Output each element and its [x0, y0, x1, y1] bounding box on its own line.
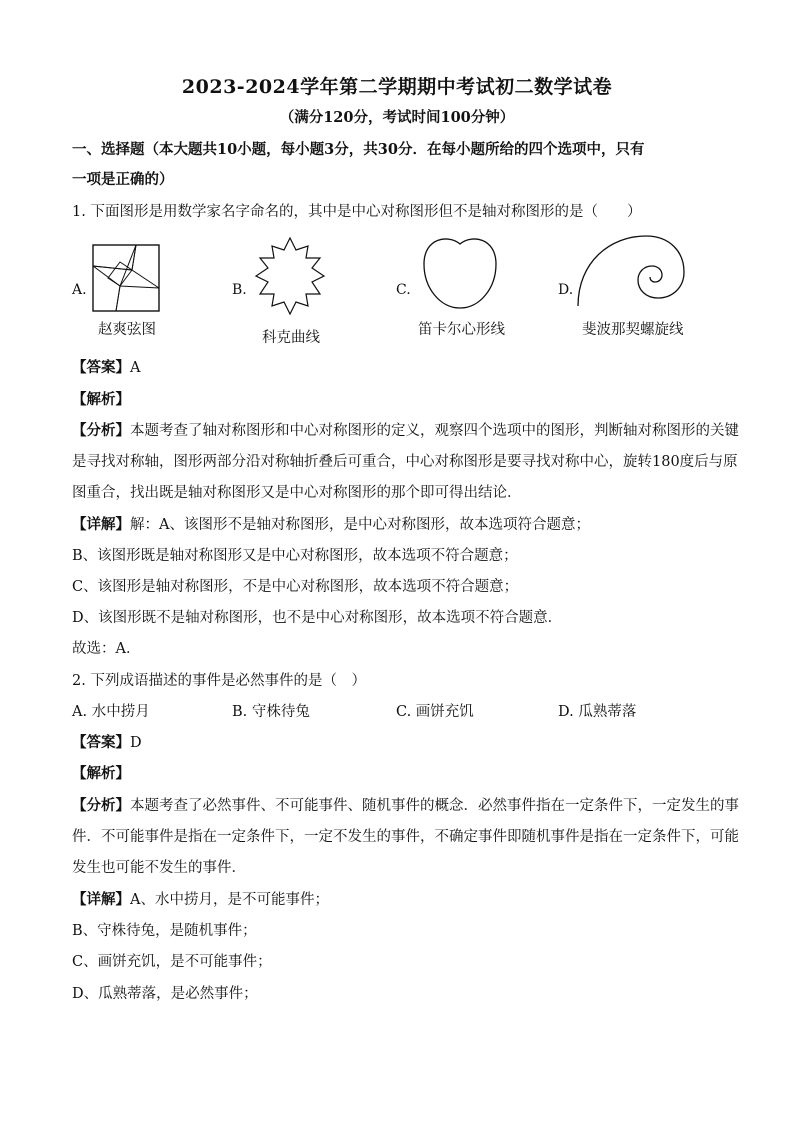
section-heading-line-2: 一项是正确的） [72, 171, 174, 188]
q1-answer [72, 358, 140, 378]
q2-option-a: A. 水中捞月 [72, 704, 150, 720]
page-title: 2023-2024学年第二学期期中考试初二数学试卷 [181, 76, 613, 98]
q2-option-c: C. 画饼充饥 [396, 704, 474, 720]
q2-fenxi-line-2: 件．不可能事件是指在一定条件下，一定不发生的事件，不确定事件即随机事件是指在一定条件下，可能 [72, 829, 739, 845]
q2-analysis-label: 【解析】 [72, 765, 130, 782]
q1-fenxi-label: 【分析】 [72, 422, 130, 439]
q2-detail-line-4: D、瓜熟蒂落，是必然事件； [72, 986, 258, 1002]
zhao-shuang-square-icon [92, 244, 160, 312]
q2-fenxi-line-3: 发生也可能不发生的事件． [72, 860, 246, 876]
koch-snowflake-icon [248, 236, 332, 320]
q1-stem: 1. 下面图形是用数学家名字命名的，其中是中心对称图形但不是轴对称图形的是（ ） [72, 204, 642, 220]
q1-answer-label: 【答案】 [72, 359, 130, 376]
q2-detail-label: 【详解】 [72, 891, 130, 908]
q1-figure-a-letter: A. [72, 282, 87, 298]
q2-stem: 2. 下列成语描述的事件是必然事件的是（ ） [72, 673, 366, 689]
q1-detail-line-2: B、该图形既是轴对称图形又是中心对称图形，故本选项不符合题意； [72, 548, 518, 564]
q2-option-d: D. 瓜熟蒂落 [558, 704, 637, 720]
q2-fenxi-text-1: 本题考查了必然事件、不可能事件、随机事件的概念．必然事件指在一定条件下，一定发生的事 [130, 798, 739, 814]
q1-detail-line-3: C、该图形是轴对称图形，不是中心对称图形，故本选项不符合题意； [72, 579, 519, 595]
q1-detail-label: 【详解】 [72, 516, 130, 533]
fibonacci-spiral-icon [576, 232, 686, 308]
q1-fenxi-line-1 [72, 421, 739, 441]
q1-fenxi-text-1: 本题考查了轴对称图形和中心对称图形的定义，观察四个选项中的图形，判断轴对称图形的关键 [130, 423, 739, 439]
q1-detail-text-1: 解：A、该图形不是轴对称图形，是中心对称图形，故本选项符合题意； [130, 517, 590, 533]
q2-detail-text-1: A、水中捞月，是不可能事件； [130, 892, 329, 908]
cardioid-icon [418, 232, 502, 316]
q1-detail-line-1 [72, 515, 590, 535]
q1-analysis-label: 【解析】 [72, 391, 130, 408]
q1-choice: 故选：A． [72, 641, 141, 657]
q2-answer [72, 733, 142, 753]
q1-detail-line-4: D、该图形既不是轴对称图形，也不是中心对称图形，故本选项不符合题意． [72, 610, 563, 626]
q1-figure-a-caption: 赵爽弦图 [98, 322, 156, 338]
q1-figure-d-letter: D. [558, 282, 574, 298]
q2-answer-value: D [130, 735, 142, 751]
section-heading-line-1: 一、选择题（本大题共10小题，每小题3分，共30分．在每小题所给的四个选项中，只有 [72, 141, 645, 158]
q2-answer-label: 【答案】 [72, 734, 130, 751]
q2-detail-line-1 [72, 890, 329, 910]
q2-detail-line-2: B、守株待兔，是随机事件； [72, 923, 257, 939]
q2-option-b: B. 守株待兔 [232, 704, 310, 720]
q2-detail-line-3: C、画饼充饥，是不可能事件； [72, 954, 272, 970]
q1-figure-b-caption: 科克曲线 [262, 330, 320, 346]
q1-fenxi-line-2: 是寻找对称轴，图形两部分沿对称轴折叠后可重合，中心对称图形是要寻找对称中心，旋转180度后与原 [72, 454, 738, 470]
page-subtitle: （满分120分，考试时间100分钟） [279, 109, 515, 126]
q2-fenxi-line-1 [72, 796, 739, 816]
q1-answer-value: A [130, 360, 141, 376]
q1-figure-c-caption: 笛卡尔心形线 [418, 322, 505, 338]
q1-figure-b-letter: B. [232, 282, 247, 298]
q1-fenxi-line-3: 图重合，找出既是轴对称图形又是中心对称图形的那个即可得出结论． [72, 485, 522, 501]
q2-fenxi-label: 【分析】 [72, 797, 130, 814]
q1-figure-d-caption: 斐波那契螺旋线 [582, 322, 684, 338]
q1-figure-c-letter: C. [396, 282, 411, 298]
